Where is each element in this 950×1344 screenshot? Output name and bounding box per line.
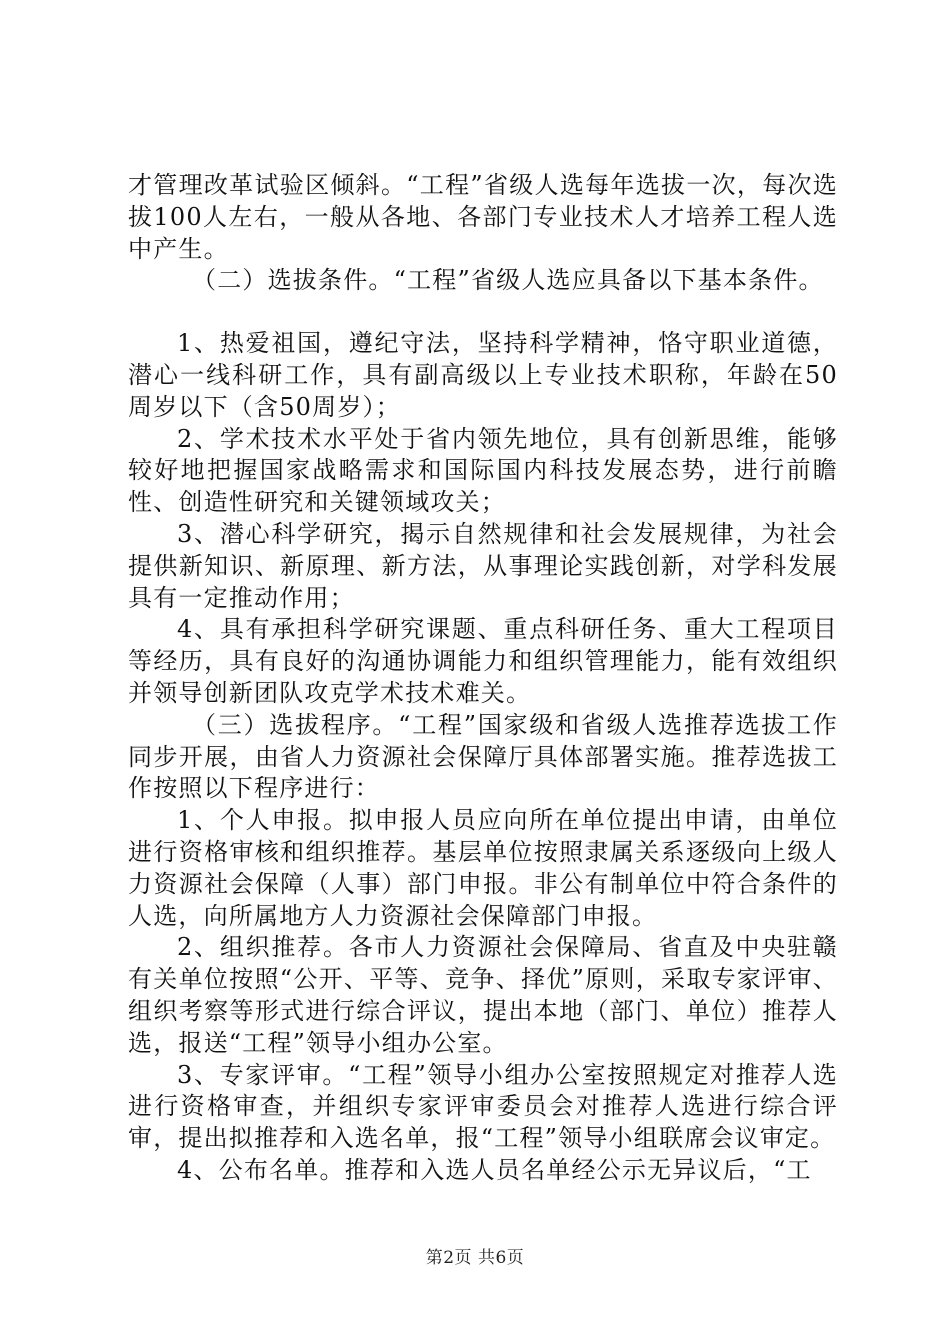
criteria-item-4: 4、具有承担科学研究课题、重点科研任务、重大工程项目等经历，具有良好的沟通协调能力和组织管理能力，能有效组织并领导创新团队攻克学术技术难关。 xyxy=(128,615,838,707)
criteria-item-3: 3、潜心科学研究，揭示自然规律和社会发展规律，为社会提供新知识、新原理、新方法，从事理论实践创新，对学科发展具有一定推动作用； xyxy=(128,519,838,612)
paragraph-continuation: 才管理改革试验区倾斜。“工程”省级人选每年选拔一次，每次选拔100人左右，一般从各地、各部门专业技术人才培养工程人选中产生。 xyxy=(128,171,838,263)
criteria-item-2: 2、学术技术水平处于省内领先地位，具有创新思维，能够较好地把握国家战略需求和国际国内科技发展态势，进行前瞻性、创造性研究和关键领域攻关； xyxy=(128,424,838,517)
procedure-item-2: 2、组织推荐。各市人力资源社会保障局、省直及中央驻赣有关单位按照“公开、平等、竞争、择优”原则，采取专家评审、组织考察等形式进行综合评议，提出本地（部门、单位）推荐人选，报送“工程”领导小组办公室。 xyxy=(128,933,838,1057)
procedure-item-4: 4、公布名单。推荐和入选人员名单经公示无异议后，“工 xyxy=(177,1155,812,1184)
page-number-footer: 第2页 共6页 xyxy=(425,1248,525,1268)
section-heading-selection-criteria: （二）选拔条件。“工程”省级人选应具备以下基本条件。 xyxy=(192,266,824,295)
document-body xyxy=(128,170,838,1187)
section-heading-selection-procedure: （三）选拔程序。“工程”国家级和省级人选推荐选拔工作同步开展，由省人力资源社会保障厅具体部署实施。推荐选拔工作按照以下程序进行： xyxy=(128,710,838,803)
criteria-item-1: 1、热爱祖国，遵纪守法，坚持科学精神，恪守职业道德，潜心一线科研工作，具有副高级以上专业技术职称，年龄在50周岁以下（含50周岁）； xyxy=(128,329,838,421)
procedure-item-1: 1、个人申报。拟申报人员应向所在单位提出申请，由单位进行资格审核和组织推荐。基层单位按照隶属关系逐级向上级人力资源社会保障（人事）部门申报。非公有制单位中符合条件的人选，向所属地方人力资源社会保障部门申报。 xyxy=(128,806,838,930)
procedure-item-3: 3、专家评审。“工程”领导小组办公室按照规定对推荐人选进行资格审查，并组织专家评审委员会对推荐人选进行综合评审，提出拟推荐和入选名单，报“工程”领导小组联席会议审定。 xyxy=(128,1060,838,1153)
